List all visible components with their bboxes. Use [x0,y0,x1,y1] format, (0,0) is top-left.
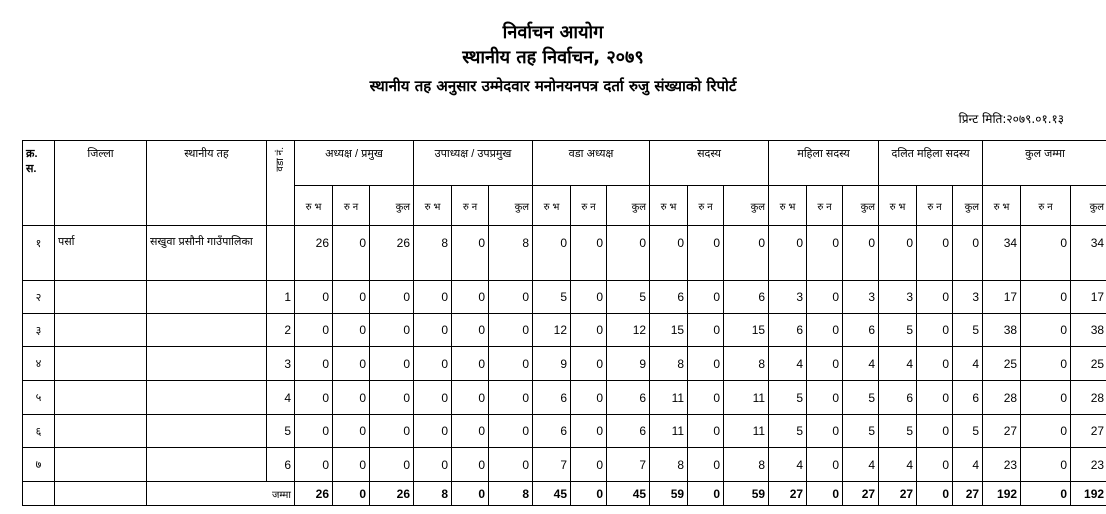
value-cell: 0 [571,347,607,381]
value-cell: 0 [489,448,533,482]
sub-header-cell: रु भ [769,186,807,226]
value-cell: 0 [452,347,489,381]
col-sn: क्र. स. [23,141,55,226]
value-cell: 0 [688,226,724,281]
value-cell: 5 [843,415,879,448]
value-cell: 3 [843,281,879,314]
sub-header-cell: कुल [953,186,983,226]
total-value-cell: 0 [688,482,724,506]
ward-no-cell [267,226,295,281]
district-cell [55,347,147,381]
value-cell: 0 [688,415,724,448]
value-cell: 0 [333,347,370,381]
sub-header-cell: कुल [607,186,650,226]
sn-cell: ३ [23,314,55,347]
value-cell: 0 [452,381,489,415]
value-cell: 8 [724,448,769,482]
value-cell: 12 [533,314,571,347]
value-cell: 4 [843,347,879,381]
total-value-cell: 8 [414,482,452,506]
total-value-cell: 45 [607,482,650,506]
local-level-cell [147,347,267,381]
district-cell [55,381,147,415]
value-cell: 6 [533,415,571,448]
col-group-vice-chair: उपाध्यक्ष / उपप्रमुख [414,141,533,186]
value-cell: 0 [452,448,489,482]
ward-no-cell: 2 [267,314,295,347]
value-cell: 0 [571,314,607,347]
value-cell: 0 [333,226,370,281]
total-value-cell: 26 [370,482,414,506]
value-cell: 11 [650,415,688,448]
value-cell: 5 [607,281,650,314]
value-cell: 23 [1071,448,1106,482]
value-cell: 4 [953,448,983,482]
value-cell: 4 [879,347,917,381]
value-cell: 28 [1071,381,1106,415]
value-cell: 0 [917,281,953,314]
value-cell: 0 [489,347,533,381]
sub-header-cell: रु न [452,186,489,226]
value-cell: 0 [533,226,571,281]
sub-header-cell: रु भ [650,186,688,226]
value-cell: 0 [333,448,370,482]
value-cell: 7 [533,448,571,482]
table-row [23,448,1106,482]
value-cell: 0 [370,448,414,482]
local-level-cell: सखुवा प्रसौनी गाउँपालिका [147,226,267,281]
value-cell: 38 [983,314,1021,347]
value-cell: 6 [607,415,650,448]
sub-header-cell: कुल [724,186,769,226]
sn-cell: २ [23,281,55,314]
sub-header-cell: रु भ [533,186,571,226]
value-cell: 0 [1021,347,1071,381]
total-value-cell: 27 [843,482,879,506]
value-cell: 5 [879,415,917,448]
table-body [23,226,1106,506]
ward-no-cell: 5 [267,415,295,448]
value-cell: 0 [917,314,953,347]
district-cell [55,448,147,482]
total-value-cell: 26 [295,482,333,506]
value-cell: 5 [533,281,571,314]
report-org-title: निर्वाचन आयोग [502,22,604,43]
value-cell: 6 [769,314,807,347]
value-cell: 0 [807,381,843,415]
value-cell: 34 [983,226,1021,281]
value-cell: 34 [1071,226,1106,281]
value-cell: 0 [807,314,843,347]
value-cell: 0 [688,381,724,415]
value-cell: 0 [1021,226,1071,281]
value-cell: 0 [807,415,843,448]
total-value-cell: 59 [650,482,688,506]
value-cell: 0 [333,381,370,415]
sub-header-cell: कुल [370,186,414,226]
table-row [23,381,1106,415]
district-cell [55,281,147,314]
local-level-cell [147,415,267,448]
value-cell: 27 [1071,415,1106,448]
value-cell: 0 [1021,314,1071,347]
total-value-cell: 27 [769,482,807,506]
value-cell: 0 [688,281,724,314]
value-cell: 3 [769,281,807,314]
total-value-cell: 45 [533,482,571,506]
sub-header-cell: रु भ [983,186,1021,226]
value-cell: 5 [879,314,917,347]
value-cell: 0 [724,226,769,281]
value-cell: 0 [489,415,533,448]
value-cell: 0 [333,314,370,347]
value-cell: 0 [917,347,953,381]
total-value-cell: 192 [983,482,1021,506]
value-cell: 8 [650,448,688,482]
value-cell: 0 [452,226,489,281]
value-cell: 5 [953,415,983,448]
total-value-cell: 27 [953,482,983,506]
value-cell: 6 [843,314,879,347]
total-value-cell: 0 [917,482,953,506]
value-cell: 4 [843,448,879,482]
value-cell: 0 [769,226,807,281]
value-cell: 0 [807,347,843,381]
value-cell: 5 [769,415,807,448]
value-cell: 28 [983,381,1021,415]
value-cell: 0 [917,448,953,482]
value-cell: 0 [571,381,607,415]
value-cell: 3 [879,281,917,314]
table-row [23,347,1106,381]
value-cell: 0 [489,281,533,314]
district-cell [55,415,147,448]
total-value-cell: 27 [879,482,917,506]
value-cell: 8 [724,347,769,381]
value-cell: 0 [607,226,650,281]
value-cell: 0 [452,314,489,347]
value-cell: 0 [489,314,533,347]
value-cell: 11 [724,381,769,415]
sub-header-cell: रु न [688,186,724,226]
value-cell: 9 [533,347,571,381]
sub-header-cell: रु भ [414,186,452,226]
col-group-dalit-woman-member: दलित महिला सदस्य [879,141,983,186]
sub-header-cell: रु न [571,186,607,226]
sub-header-cell: कुल [489,186,533,226]
value-cell: 0 [917,226,953,281]
total-value-cell: 0 [452,482,489,506]
value-cell: 0 [843,226,879,281]
value-cell: 11 [724,415,769,448]
value-cell: 6 [953,381,983,415]
value-cell: 25 [1071,347,1106,381]
value-cell: 0 [295,347,333,381]
value-cell: 6 [533,381,571,415]
value-cell: 0 [414,347,452,381]
value-cell: 15 [724,314,769,347]
ward-no-cell: 4 [267,381,295,415]
total-value-cell: 0 [571,482,607,506]
sn-cell: ५ [23,381,55,415]
value-cell: 0 [953,226,983,281]
value-cell: 0 [571,281,607,314]
district-cell [55,314,147,347]
value-cell: 0 [489,381,533,415]
value-cell: 0 [295,415,333,448]
value-cell: 0 [370,347,414,381]
col-district: जिल्ला [55,141,147,226]
value-cell: 0 [1021,415,1071,448]
col-group-chair: अध्यक्ष / प्रमुख [295,141,414,186]
value-cell: 8 [650,347,688,381]
value-cell: 5 [769,381,807,415]
value-cell: 0 [414,281,452,314]
value-cell: 8 [414,226,452,281]
value-cell: 6 [607,381,650,415]
total-empty-cell [23,482,55,506]
sub-header-cell: रु न [1021,186,1071,226]
value-cell: 0 [1021,448,1071,482]
value-cell: 0 [571,415,607,448]
sub-header-cell: कुल [1071,186,1106,226]
local-level-cell [147,281,267,314]
value-cell: 6 [650,281,688,314]
value-cell: 0 [295,314,333,347]
print-date: प्रिन्ट मिति:२०७९.०१.१३ [958,112,1064,126]
value-cell: 0 [370,281,414,314]
col-group-ward-chair: वडा अध्यक्ष [533,141,650,186]
sn-cell: ६ [23,415,55,448]
value-cell: 0 [688,448,724,482]
value-cell: 4 [879,448,917,482]
value-cell: 0 [333,281,370,314]
value-cell: 0 [295,381,333,415]
value-cell: 0 [370,314,414,347]
ward-no-cell: 1 [267,281,295,314]
value-cell: 38 [1071,314,1106,347]
local-level-cell [147,314,267,347]
value-cell: 0 [917,381,953,415]
local-level-cell [147,448,267,482]
value-cell: 23 [983,448,1021,482]
total-value-cell: 59 [724,482,769,506]
value-cell: 0 [688,314,724,347]
value-cell: 0 [414,314,452,347]
value-cell: 0 [807,448,843,482]
value-cell: 0 [1021,381,1071,415]
value-cell: 9 [607,347,650,381]
ward-no-cell: 6 [267,448,295,482]
table-row [23,281,1106,314]
total-empty-cell [55,482,147,506]
value-cell: 26 [295,226,333,281]
total-value-cell: 0 [333,482,370,506]
local-level-cell [147,381,267,415]
col-local-level: स्थानीय तह [147,141,267,226]
value-cell: 0 [370,415,414,448]
value-cell: 7 [607,448,650,482]
value-cell: 0 [688,347,724,381]
sn-cell: १ [23,226,55,281]
district-cell: पर्सा [55,226,147,281]
sn-cell: ४ [23,347,55,381]
value-cell: 0 [414,415,452,448]
value-cell: 17 [983,281,1021,314]
value-cell: 5 [953,314,983,347]
value-cell: 5 [843,381,879,415]
value-cell: 0 [452,281,489,314]
value-cell: 12 [607,314,650,347]
value-cell: 6 [879,381,917,415]
value-cell: 0 [571,448,607,482]
value-cell: 8 [489,226,533,281]
value-cell: 26 [370,226,414,281]
col-group-woman-member: महिला सदस्य [769,141,879,186]
total-label: जम्मा [147,482,295,506]
sub-header-cell: कुल [843,186,879,226]
value-cell: 0 [295,281,333,314]
value-cell: 4 [953,347,983,381]
report-title: स्थानीय तह अनुसार उम्मेदवार मनोनयनपत्र दर्ता रुजु संख्याको रिपोर्ट [369,77,737,95]
col-ward-no: वडा नं. [267,141,295,226]
total-value-cell: 192 [1071,482,1106,506]
table-row [23,415,1106,448]
value-cell: 27 [983,415,1021,448]
table-header-row [23,141,1106,186]
value-cell: 17 [1071,281,1106,314]
sn-cell: ७ [23,448,55,482]
sub-header-cell: रु न [917,186,953,226]
value-cell: 11 [650,381,688,415]
value-cell: 0 [370,381,414,415]
report-election-title: स्थानीय तह निर्वाचन, २०७९ [462,47,644,68]
total-value-cell: 0 [807,482,843,506]
sub-header-cell: रु भ [295,186,333,226]
sub-header-cell: रु न [807,186,843,226]
sub-header-cell: रु न [333,186,370,226]
nomination-report-table [22,140,1106,506]
value-cell: 0 [571,226,607,281]
col-group-member: सदस्य [650,141,769,186]
ward-no-cell: 3 [267,347,295,381]
total-value-cell: 8 [489,482,533,506]
value-cell: 0 [1021,281,1071,314]
value-cell: 0 [807,281,843,314]
value-cell: 0 [295,448,333,482]
value-cell: 0 [807,226,843,281]
value-cell: 0 [879,226,917,281]
value-cell: 0 [917,415,953,448]
value-cell: 4 [769,448,807,482]
value-cell: 4 [769,347,807,381]
value-cell: 0 [452,415,489,448]
value-cell: 15 [650,314,688,347]
total-row [23,482,1106,506]
table-row [23,314,1106,347]
value-cell: 0 [414,381,452,415]
value-cell: 6 [724,281,769,314]
value-cell: 0 [650,226,688,281]
col-group-grand-total: कुल जम्मा [983,141,1106,186]
sub-header-cell: रु भ [879,186,917,226]
table-row [23,226,1106,281]
value-cell: 3 [953,281,983,314]
value-cell: 0 [414,448,452,482]
value-cell: 25 [983,347,1021,381]
value-cell: 0 [333,415,370,448]
total-value-cell: 0 [1021,482,1071,506]
